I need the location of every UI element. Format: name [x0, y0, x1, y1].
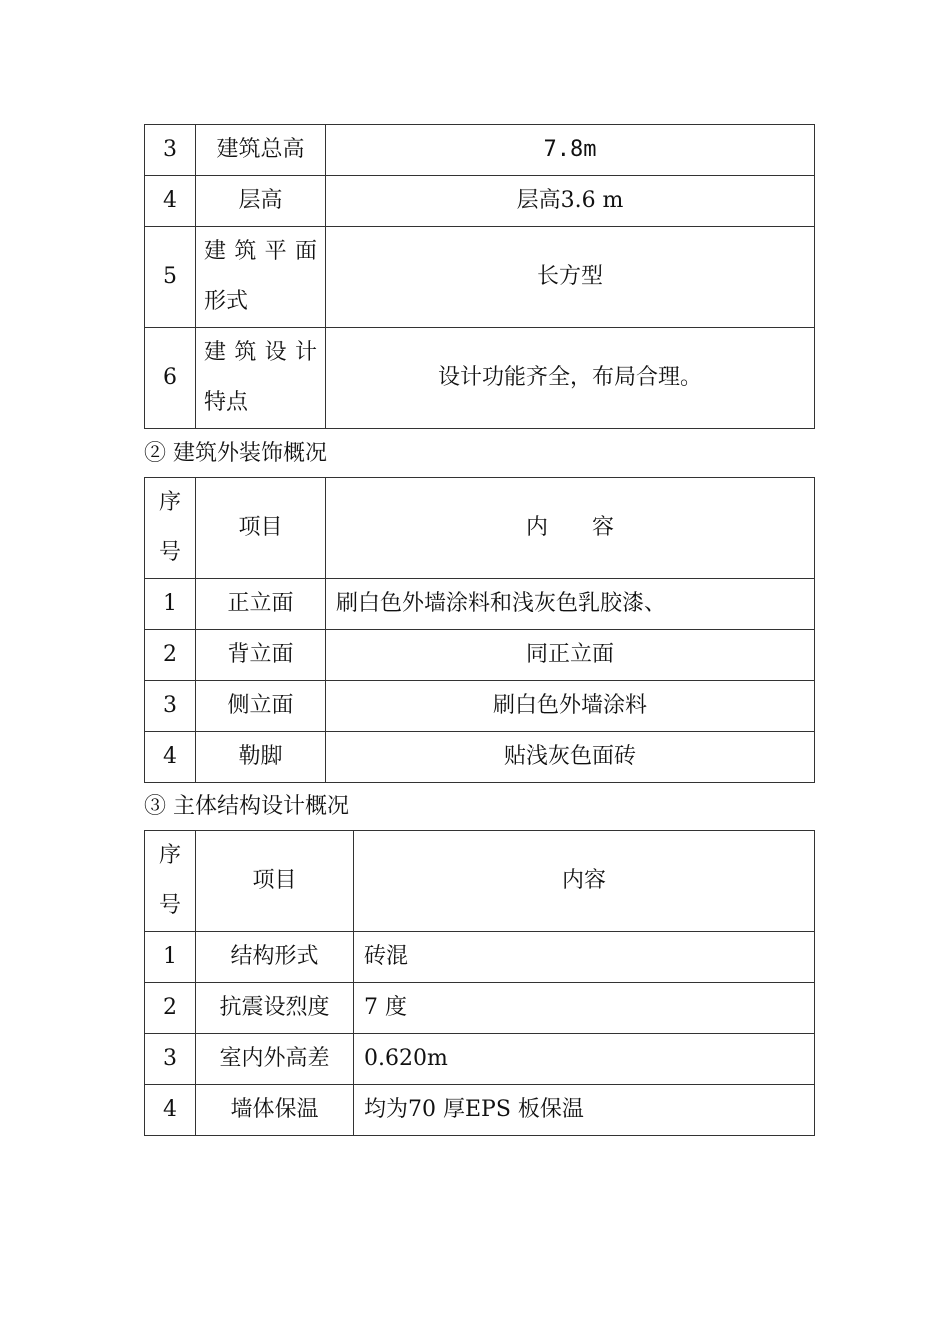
row-content: 同正立面	[326, 630, 815, 681]
header-number-line: 序	[158, 843, 181, 868]
table-row	[145, 125, 815, 176]
row-item-line: 形式	[204, 289, 249, 314]
exterior-decoration-table	[144, 477, 815, 783]
table-row	[145, 176, 815, 227]
table-row	[145, 227, 815, 328]
header-content: 内 容	[326, 478, 815, 579]
header-number	[145, 831, 196, 932]
header-number-line: 号	[158, 893, 181, 918]
main-structure-table	[144, 830, 815, 1136]
table-row	[145, 681, 815, 732]
header-number	[145, 478, 196, 579]
row-number: 2	[145, 630, 196, 681]
header-item: 项目	[196, 478, 326, 579]
row-item: 室内外高差	[196, 1034, 354, 1085]
row-item: 正立面	[196, 579, 326, 630]
row-content: 均为70 厚EPS 板保温	[354, 1085, 815, 1136]
row-content: 刷白色外墙涂料和浅灰色乳胶漆、	[326, 579, 815, 630]
row-item-line: 特点	[204, 390, 249, 415]
row-item	[196, 328, 326, 429]
row-number: 4	[145, 1085, 196, 1136]
row-number: 4	[145, 176, 196, 227]
section-heading-exterior-decoration: ② 建筑外装饰概况	[144, 441, 327, 466]
row-item: 抗震设烈度	[196, 983, 354, 1034]
row-content: 贴浅灰色面砖	[326, 732, 815, 783]
row-number: 4	[145, 732, 196, 783]
table-row	[145, 983, 815, 1034]
row-content: 砖混	[354, 932, 815, 983]
table-row	[145, 732, 815, 783]
row-content-text: 层高3.6 m	[516, 188, 624, 213]
row-content: 7.8m	[326, 125, 815, 176]
row-item: 墙体保温	[196, 1085, 354, 1136]
table-row	[145, 630, 815, 681]
row-item: 侧立面	[196, 681, 326, 732]
row-number: 2	[145, 983, 196, 1034]
row-item	[196, 227, 326, 328]
row-number: 3	[145, 125, 196, 176]
row-number: 3	[145, 1034, 196, 1085]
row-item: 结构形式	[196, 932, 354, 983]
table-row	[145, 1034, 815, 1085]
row-item: 背立面	[196, 630, 326, 681]
row-item-line: 建筑平面	[204, 239, 317, 264]
table-header-row	[145, 831, 815, 932]
row-content: 长方型	[326, 227, 815, 328]
row-content: 刷白色外墙涂料	[326, 681, 815, 732]
table-header-row	[145, 478, 815, 579]
section-heading-main-structure: ③ 主体结构设计概况	[144, 794, 349, 819]
row-item-line: 建筑设计	[204, 340, 317, 365]
table-row	[145, 579, 815, 630]
header-number-line: 号	[158, 540, 181, 565]
row-content: 设计功能齐全，布局合理。	[326, 328, 815, 429]
table-row	[145, 1085, 815, 1136]
row-item: 层高	[196, 176, 326, 227]
building-overview-table-continued	[144, 124, 815, 429]
row-number: 6	[145, 328, 196, 429]
header-item: 项目	[196, 831, 354, 932]
row-content	[326, 176, 815, 227]
row-content: 0.620m	[354, 1034, 815, 1085]
row-item: 建筑总高	[196, 125, 326, 176]
header-content: 内容	[354, 831, 815, 932]
table-row	[145, 932, 815, 983]
row-number: 1	[145, 932, 196, 983]
table-row	[145, 328, 815, 429]
header-number-line: 序	[158, 490, 181, 515]
row-item: 勒脚	[196, 732, 326, 783]
row-content: 7 度	[354, 983, 815, 1034]
row-number: 5	[145, 227, 196, 328]
row-number: 1	[145, 579, 196, 630]
row-number: 3	[145, 681, 196, 732]
